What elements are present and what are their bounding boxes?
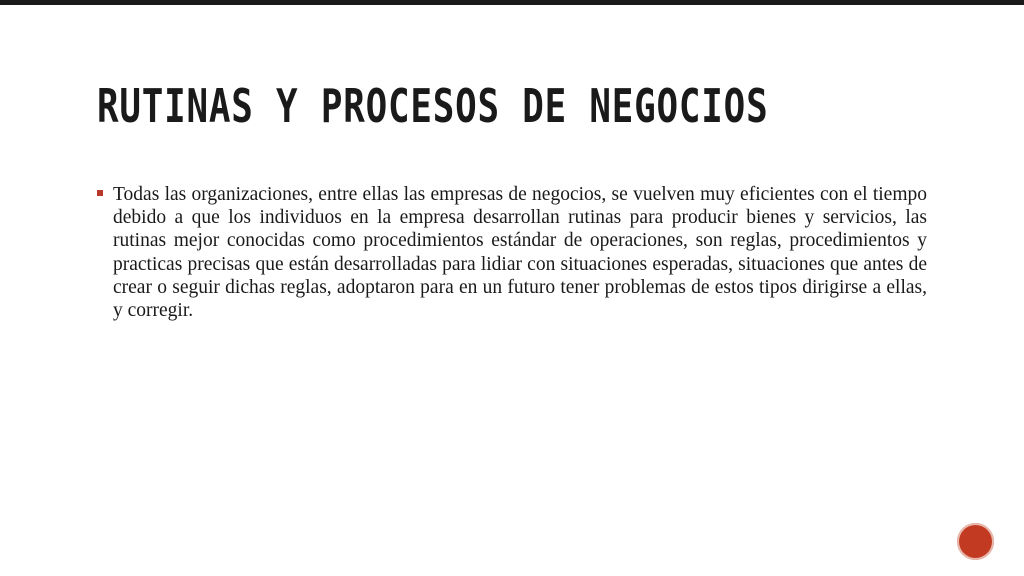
slide-content <box>97 183 927 322</box>
bullet-item <box>97 183 927 322</box>
bullet-text: Todas las organizaciones, entre ellas las empresas de negocios, se vuelven muy eficientes con el tiempo debido a que los individuos en la empresa desarrollan rutinas para producir bienes y servicios, las rutinas mejor conocidas como procedimientos estándar de operaciones, son reglas, procedimientos y practicas precisas que están desarrolladas para lidiar con situaciones esperadas, situaciones que antes de crear o seguir dichas reglas, adoptaron para en un futuro tener problemas de estos tipos dirigirse a ellas, y corregir. <box>113 184 927 322</box>
slide-number-badge <box>957 523 994 560</box>
square-bullet-icon <box>97 190 103 196</box>
slide-title: RUTINAS Y PROCESOS DE NEGOCIOS <box>97 79 769 133</box>
top-rule <box>0 0 1024 5</box>
